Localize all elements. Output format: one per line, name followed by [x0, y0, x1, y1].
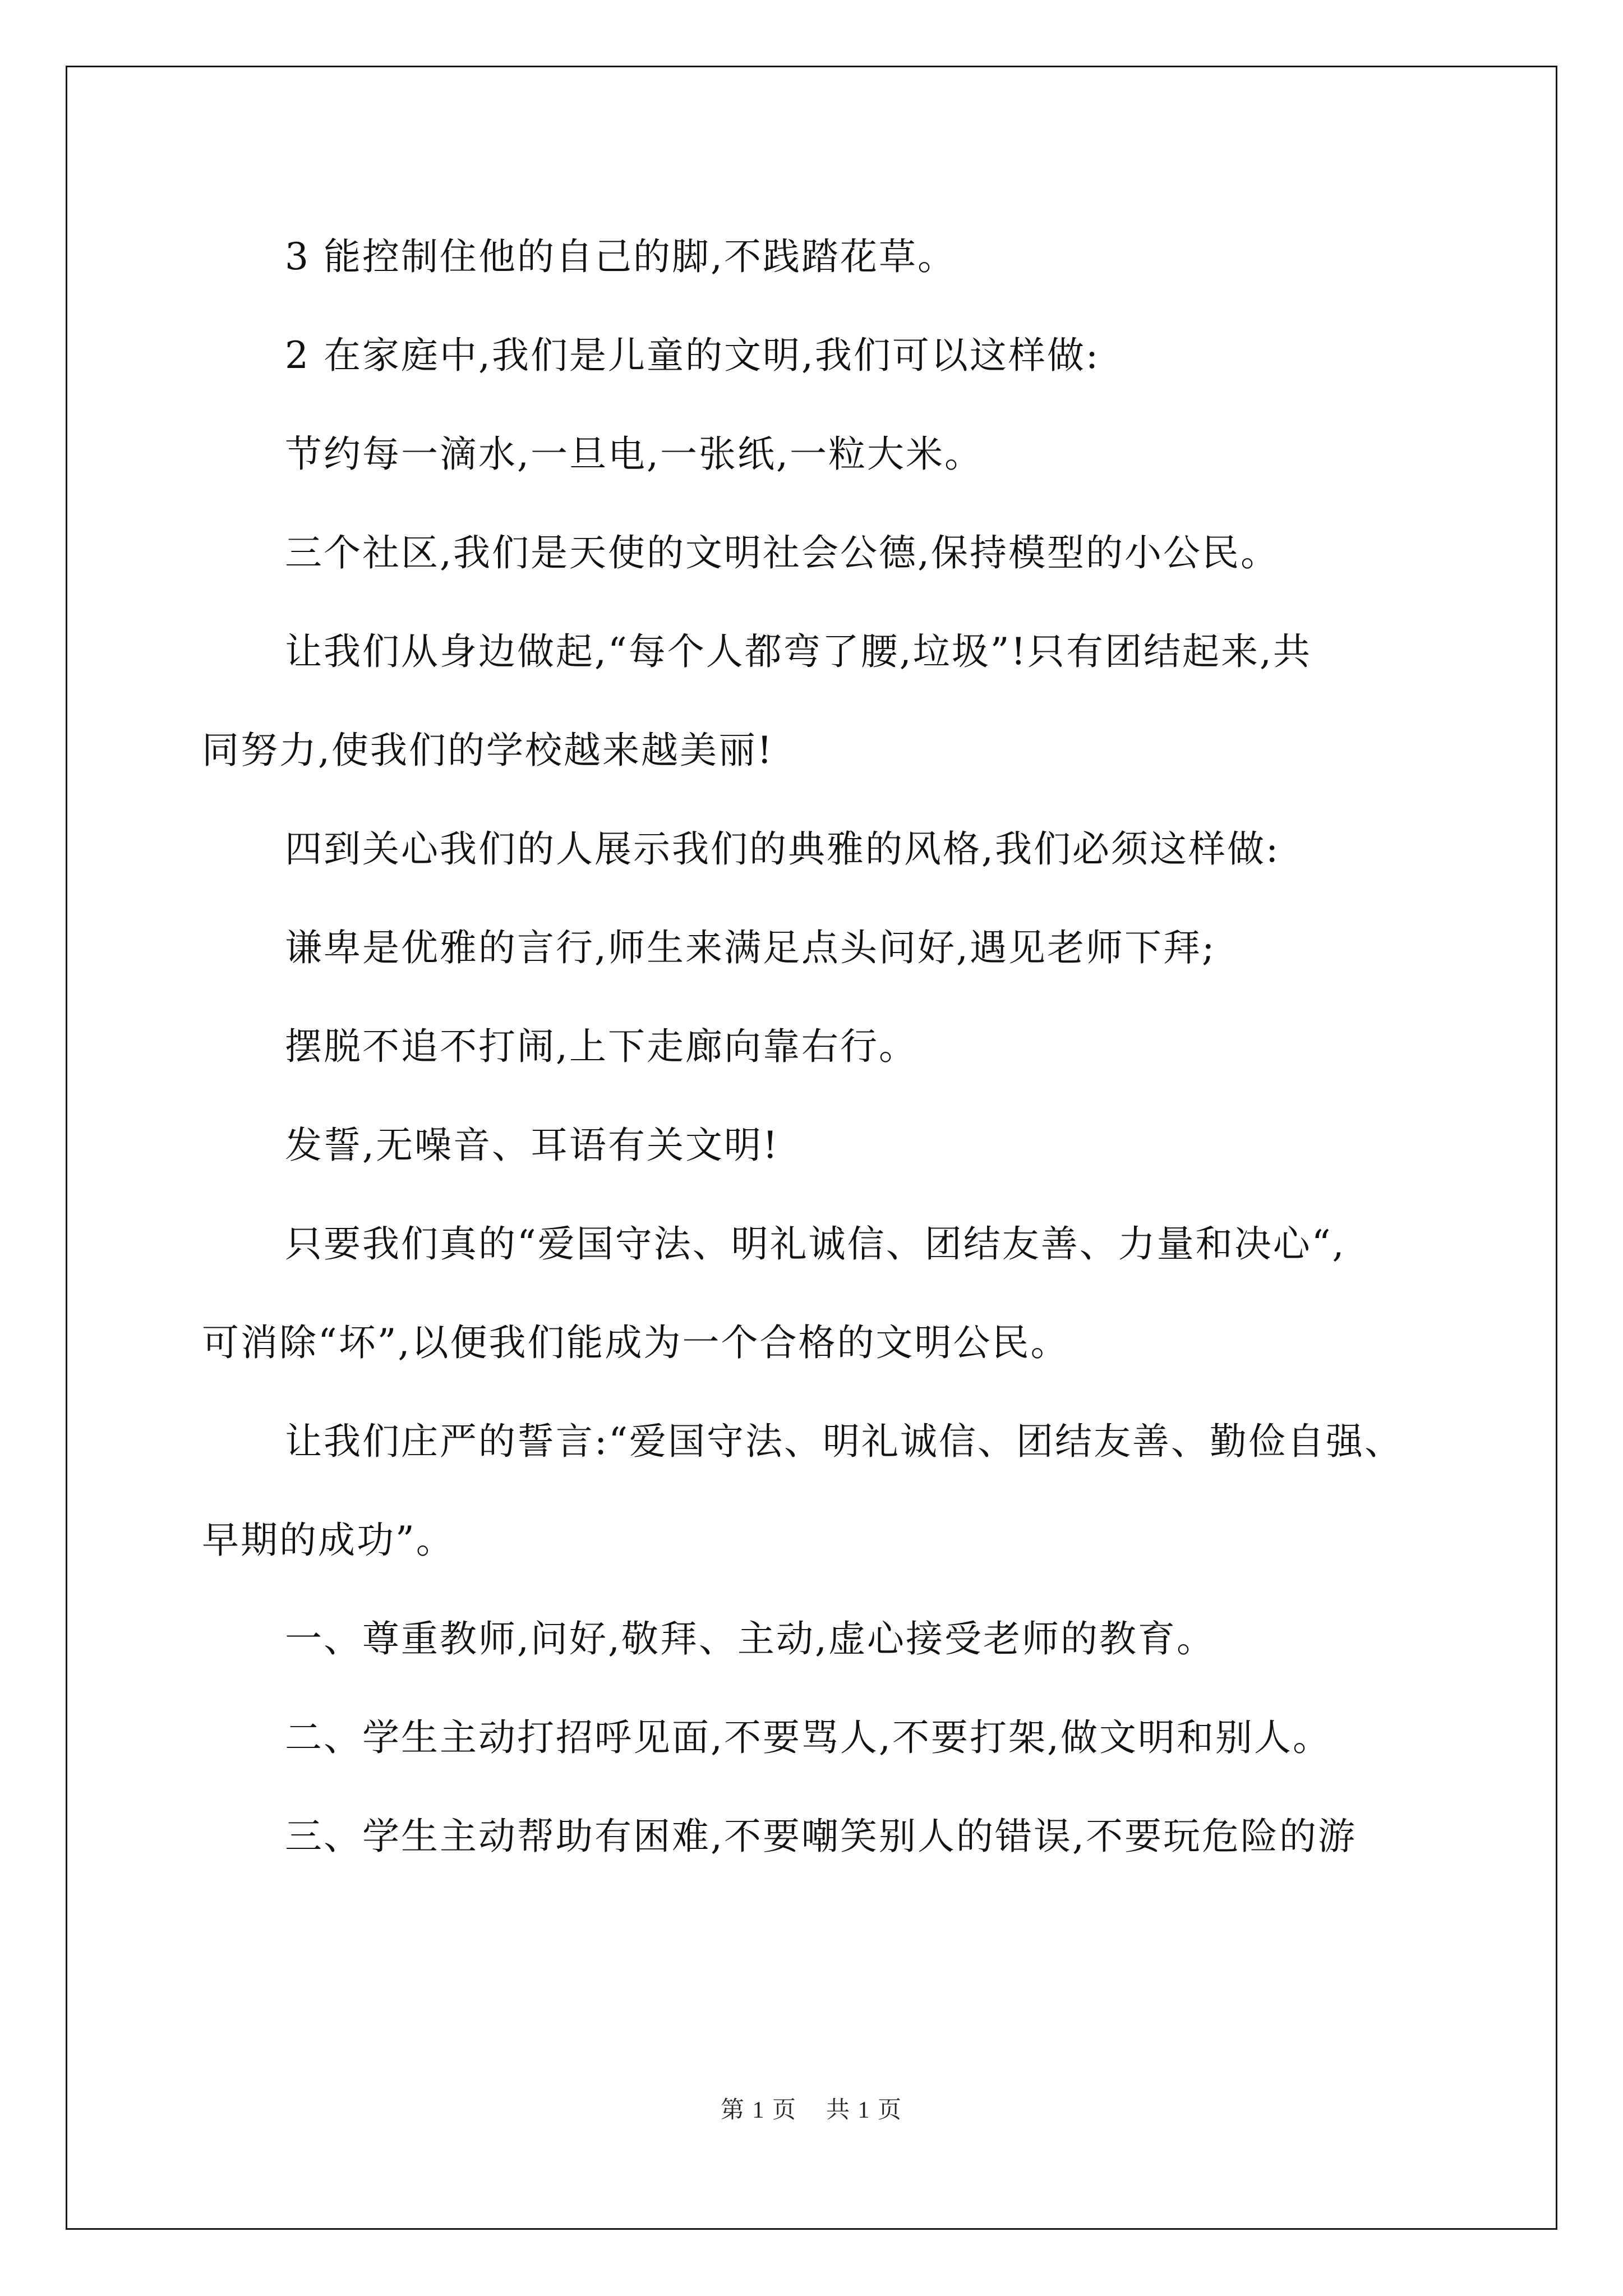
text-line: 摆脱不追不打闹,上下走廊向靠右行。 — [285, 1025, 917, 1068]
paragraph — [202, 997, 1481, 1096]
text-line: 二、学生主动打招呼见面,不要骂人,不要打架,做文明和别人。 — [285, 1716, 1331, 1759]
paragraph — [202, 1195, 1481, 1392]
paragraph — [202, 602, 1481, 800]
text-line: 四到关心我们的人展示我们的典雅的风格,我们必须这样做: — [285, 827, 1280, 871]
text-line: 发誓,无噪音、耳语有关文明! — [285, 1124, 780, 1167]
text-line: 让我们庄严的誓言:“爱国守法、明礼诚信、团结友善、勤俭自强、 — [285, 1420, 1403, 1463]
page-footer — [0, 2091, 1623, 2125]
text-line: 可消除“坏”,以便我们能成为一个合格的文明公民。 — [202, 1321, 1069, 1364]
paragraph — [202, 306, 1481, 405]
text-line: 谦卑是优雅的言行,师生来满足点头问好,遇见老师下拜; — [285, 926, 1216, 969]
paragraph — [202, 504, 1481, 602]
paragraph — [202, 405, 1481, 504]
text-line: 三、学生主动帮助有困难,不要嘲笑别人的错误,不要玩危险的游 — [285, 1815, 1357, 1858]
text-line: 三个社区,我们是天使的文明社会公德,保持模型的小公民。 — [285, 531, 1279, 574]
text-line: 同努力,使我们的学校越来越美丽! — [202, 729, 774, 772]
paragraph — [202, 899, 1481, 997]
page-number: 第 1 页 — [720, 2097, 797, 2123]
text-line: 早期的成功”。 — [202, 1519, 455, 1562]
document-body — [202, 208, 1481, 1886]
paragraph — [202, 1590, 1481, 1688]
paragraph — [202, 1787, 1481, 1886]
text-line: 一、尊重教师,问好,敬拜、主动,虚心接受老师的教育。 — [285, 1617, 1215, 1660]
paragraph — [202, 1096, 1481, 1195]
text-line: 节约每一滴水,一旦电,一张纸,一粒大米。 — [285, 432, 983, 476]
paragraph — [202, 208, 1481, 306]
text-line: 让我们从身边做起,“每个人都弯了腰,垃圾”!只有团结起来,共 — [285, 630, 1312, 673]
paragraph — [202, 800, 1481, 899]
paragraph — [202, 1688, 1481, 1787]
text-line: 只要我们真的“爱国守法、明礼诚信、团结友善、力量和决心“, — [285, 1222, 1346, 1266]
text-line: 3 能控制住他的自己的脚,不践踏花草。 — [285, 235, 956, 278]
paragraph — [202, 1392, 1481, 1590]
page-total: 共 1 页 — [826, 2097, 903, 2123]
text-line: 2 在家庭中,我们是儿童的文明,我们可以这样做: — [285, 334, 1100, 377]
